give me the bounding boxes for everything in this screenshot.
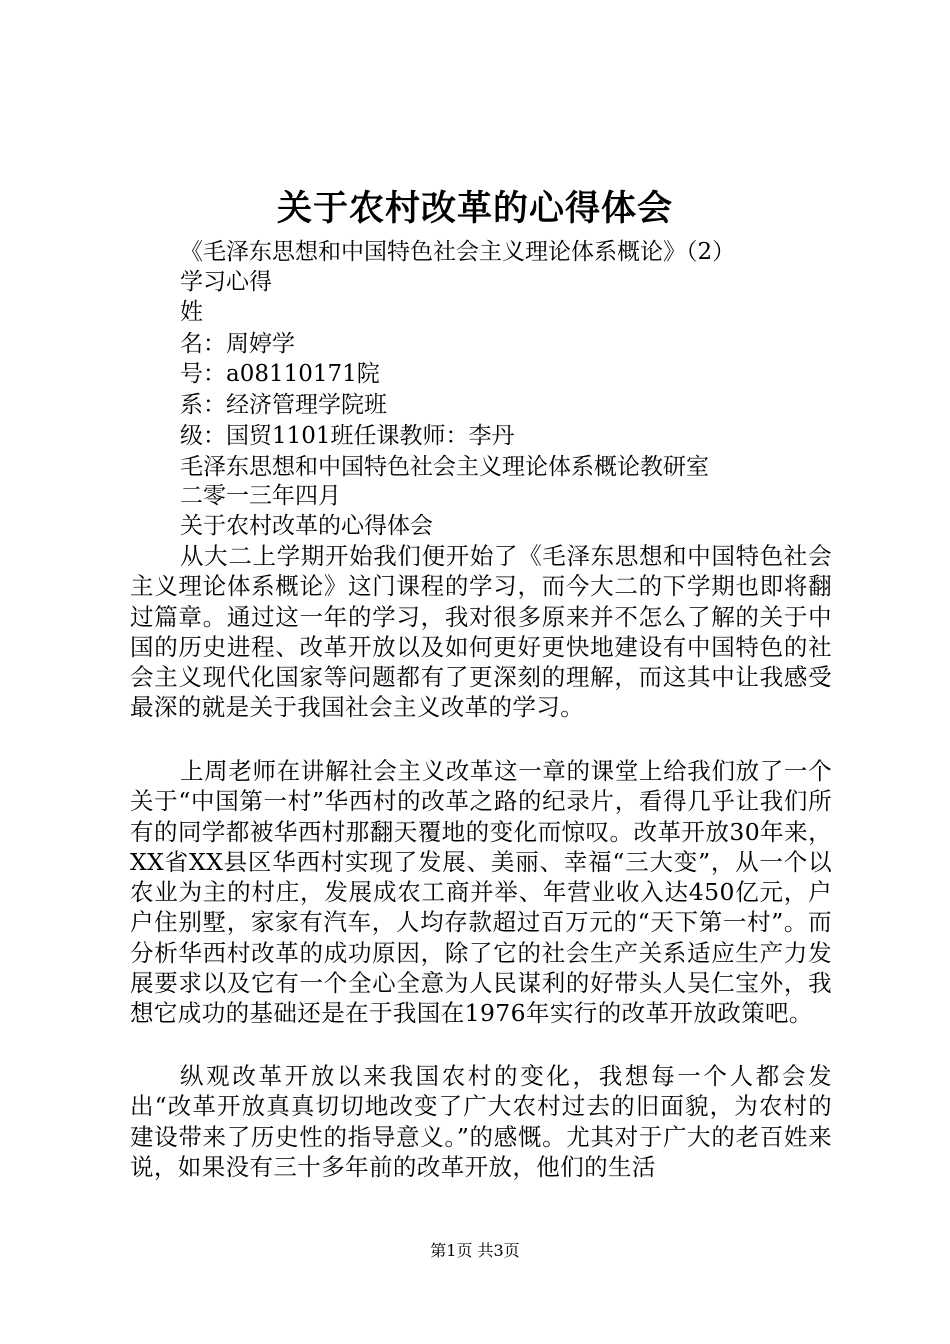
name-line: 名：周婷学 bbox=[180, 331, 295, 357]
document-title: 关于农村改革的心得体会 bbox=[276, 188, 673, 229]
body-paragraph: 纵观改革开放以来我国农村的变化，我想每一个人都会发出“改革开放真真切切地改变了广大农村过去的旧面貌，为农村的建设带来了历史性的指导意义。”的感慨。尤其对于广大的老百姓来说，如果没有三十多年前的改革开放，他们的生活 bbox=[130, 1062, 832, 1181]
subtitle-line: 学习心得 bbox=[180, 269, 272, 295]
course-title-line: 《毛泽东思想和中国特色社会主义理论体系概论》（2） bbox=[180, 239, 736, 265]
class-teacher-line: 级：国贸1101班任课教师：李丹 bbox=[180, 423, 515, 449]
surname-label-line: 姓 bbox=[180, 299, 203, 325]
page-footer: 第1页 共3页 bbox=[430, 1241, 520, 1260]
body-paragraph: 从大二上学期开始我们便开始了《毛泽东思想和中国特色社会主义理论体系概论》这门课程的学习，而今大二的下学期也即将翻过篇章。通过这一年的学习，我对很多原来并不怎么了解的关于中国的历史进程、改革开放以及如何更好更快地建设有中国特色的社会主义现代化国家等问题都有了更深刻的理解，而这其中让我感受最深的就是关于我国社会主义改革的学习。 bbox=[130, 542, 832, 722]
student-id-line: 号：a08110171院 bbox=[180, 361, 380, 387]
research-office-line: 毛泽东思想和中国特色社会主义理论体系概论教研室 bbox=[180, 454, 709, 480]
date-line: 二零一三年四月 bbox=[180, 483, 341, 509]
department-line: 系：经济管理学院班 bbox=[180, 392, 387, 418]
body-paragraph: 上周老师在讲解社会主义改革这一章的课堂上给我们放了一个关于“中国第一村”华西村的改革之路的纪录片，看得几乎让我们所有的同学都被华西村那翻天覆地的变化而惊叹。改革开放30年来，XX省XX县区华西村实现了发展、美丽、幸福“三大变”，从一个以农业为主的村庄，发展成农工商并举、年营业收入达450亿元，户户住别墅，家家有汽车，人均存款超过百万元的“天下第一村”。而分析华西村改革的成功原因，除了它的社会生产关系适应生产力发展要求以及它有一个全心全意为人民谋利的好带头人吴仁宝外，我想它成功的基础还是在于我国在1976年实行的改革开放政策吧。 bbox=[130, 757, 832, 1028]
essay-heading-line: 关于农村改革的心得体会 bbox=[180, 513, 433, 539]
